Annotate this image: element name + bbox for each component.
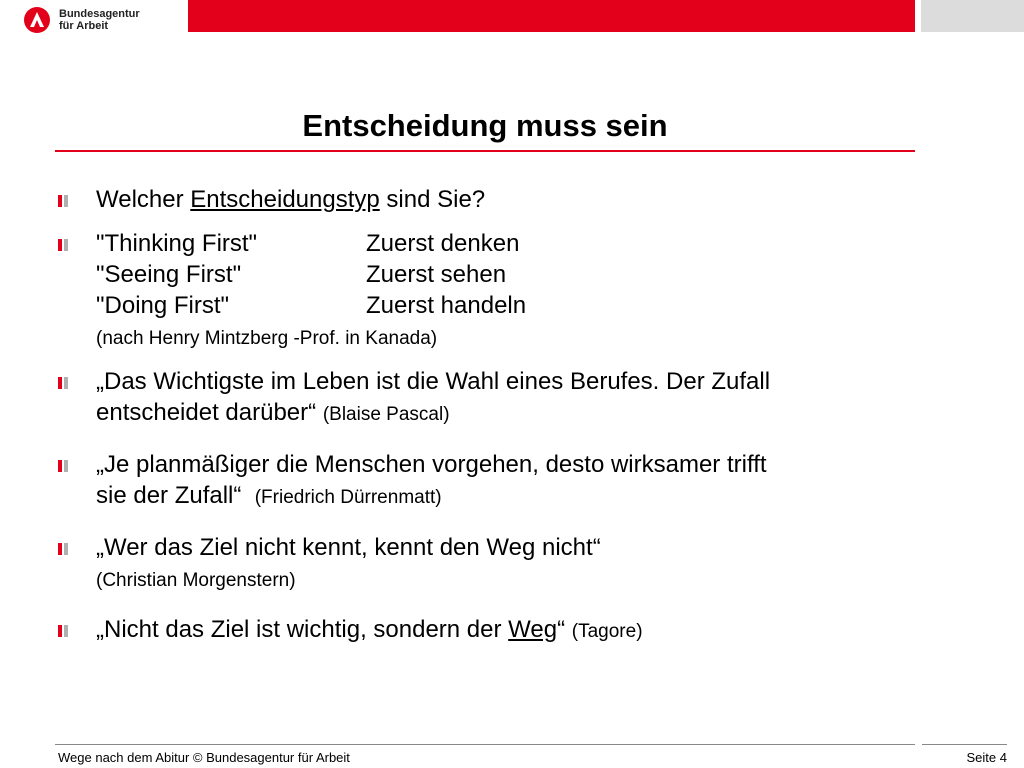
slide-title: Entscheidung muss sein [302,108,668,143]
logo [23,5,140,35]
bullet-marker-icon [58,195,70,207]
bullet-marker-icon [58,543,70,555]
bullet-mintzberg [58,228,918,352]
bullet-duerrenmatt-quote [58,449,918,511]
logo-line-2: für Arbeit [59,20,109,32]
bullet-decision-type [58,184,918,215]
type-row [96,290,918,321]
bullet-list [58,184,918,645]
quote-line: „Je planmäßiger die Menschen vorgehen, desto wirksamer trifft [96,451,767,478]
bullet-marker-icon [58,460,70,472]
logo-line-1: Bundesagentur [59,8,140,20]
quote-text: entscheidet darüber“ [96,399,317,426]
bullet-pascal-quote [58,366,918,428]
quote-line: „Das Wichtigste im Leben ist die Wahl eines Berufes. Der Zufall [96,368,771,395]
quote-text: „Wer das Ziel nicht kennt, kennt den Weg nicht“ [96,534,601,561]
footer-caption: Wege nach dem Abitur © Bundesagentur für Arbeit [58,750,350,765]
bullet-text: Welcher [96,186,191,213]
header-grey-bar [921,0,1024,32]
type-row [96,259,918,290]
type-german: Zuerst sehen [366,261,507,288]
type-english: "Doing First" [96,292,230,319]
type-row [96,228,918,259]
quote-text: „Nicht das Ziel ist wichtig, sondern der [96,616,509,643]
type-english: "Seeing First" [96,261,242,288]
quote-close: “ [557,616,566,643]
header-red-bar [188,0,915,32]
bullet-marker-icon [58,377,70,389]
bullet-marker-icon [58,239,70,251]
quote-line-end [96,397,918,428]
agency-logo-icon [23,6,51,34]
page-number: Seite 4 [966,750,1007,765]
quote-line-end [96,480,918,511]
underlined-term: Entscheidungstyp [190,186,380,213]
type-german: Zuerst denken [366,230,520,257]
bullet-marker-icon [58,625,70,637]
quote-source: (Tagore) [571,621,643,642]
quote-source: (Friedrich Dürrenmatt) [254,487,442,508]
logo-text [59,8,140,32]
quote-source: (Blaise Pascal) [322,404,450,425]
type-german: Zuerst handeln [366,292,527,319]
type-english: "Thinking First" [96,230,258,257]
underlined-term: Weg [508,616,558,643]
footer-rule [55,744,915,745]
title-rule [55,150,915,152]
bullet-tagore-quote [58,614,918,645]
quote-source: (Christian Morgenstern) [96,570,296,591]
footer-rule-right [922,744,1007,745]
quote-text: sie der Zufall“ [96,482,242,509]
bullet-text-end: sind Sie? [379,186,486,213]
quote-source: (nach Henry Mintzberg -Prof. in Kanada) [96,328,438,349]
bullet-morgenstern-quote [58,532,918,594]
